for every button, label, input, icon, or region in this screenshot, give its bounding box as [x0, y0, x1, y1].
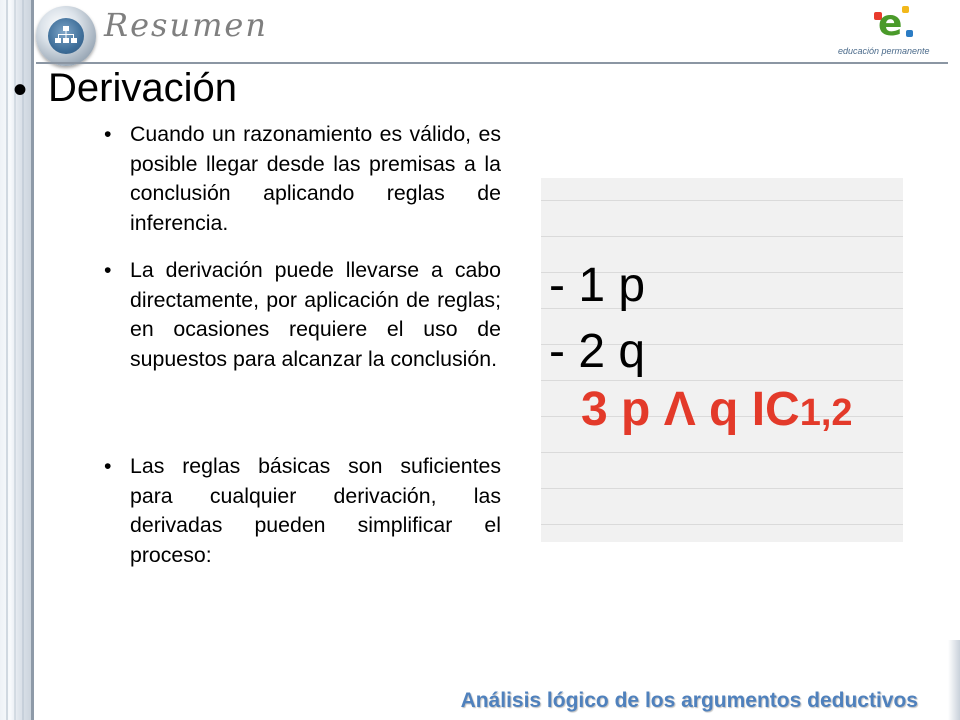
notebook-rule	[541, 380, 903, 381]
notebook-rule	[541, 200, 903, 201]
notebook-rule	[541, 488, 903, 489]
logo-yellow-square	[902, 6, 909, 13]
sub-bullet: •	[104, 122, 112, 146]
logo-text: educación permanente	[838, 46, 930, 56]
bullet-text: Las reglas básicas son suficientes para cualquier derivación, las derivadas pueden simplificar el proceso:	[130, 454, 501, 567]
header-title: Resumen	[104, 6, 268, 44]
footer-title: Análisis lógico de los argumentos deductivos	[460, 689, 918, 712]
logo-e-letter: e	[878, 3, 903, 44]
main-bullet: •	[13, 68, 28, 112]
sitemap-logo-icon	[36, 6, 96, 66]
derivation-line-3-subscript: 1,2	[799, 392, 853, 434]
notebook-rule	[541, 452, 903, 453]
derivation-line-3-main: 3 p Λ q IC	[581, 383, 800, 436]
sub-bullet: •	[104, 454, 112, 478]
hierarchy-icon	[55, 26, 77, 46]
bullet-text: Cuando un razonamiento es válido, es posible llegar desde las premisas a la conclusión aplicando reglas de inferencia.	[130, 122, 501, 235]
derivation-line-3	[581, 383, 853, 436]
bullet-text: La derivación puede llevarse a cabo directamente, por aplicación de reglas; en ocasiones requiere el uso de supuestos para alcanzar la conclusión.	[130, 258, 501, 371]
slide-title: Derivación	[48, 66, 237, 110]
logo-blue-square	[906, 30, 913, 37]
derivation-line-1: - 1 p	[549, 259, 646, 312]
frame-stripe	[6, 0, 8, 720]
header-divider	[36, 62, 948, 64]
derivation-image	[541, 178, 903, 542]
educacion-permanente-logo	[836, 4, 952, 60]
notebook-rule	[541, 236, 903, 237]
sub-bullet: •	[104, 258, 112, 282]
right-edge-decoration	[948, 640, 960, 720]
notebook-rule	[541, 524, 903, 525]
derivation-line-2: - 2 q	[549, 325, 646, 378]
frame-edge	[31, 0, 34, 720]
sitemap-logo-inner	[48, 18, 84, 54]
